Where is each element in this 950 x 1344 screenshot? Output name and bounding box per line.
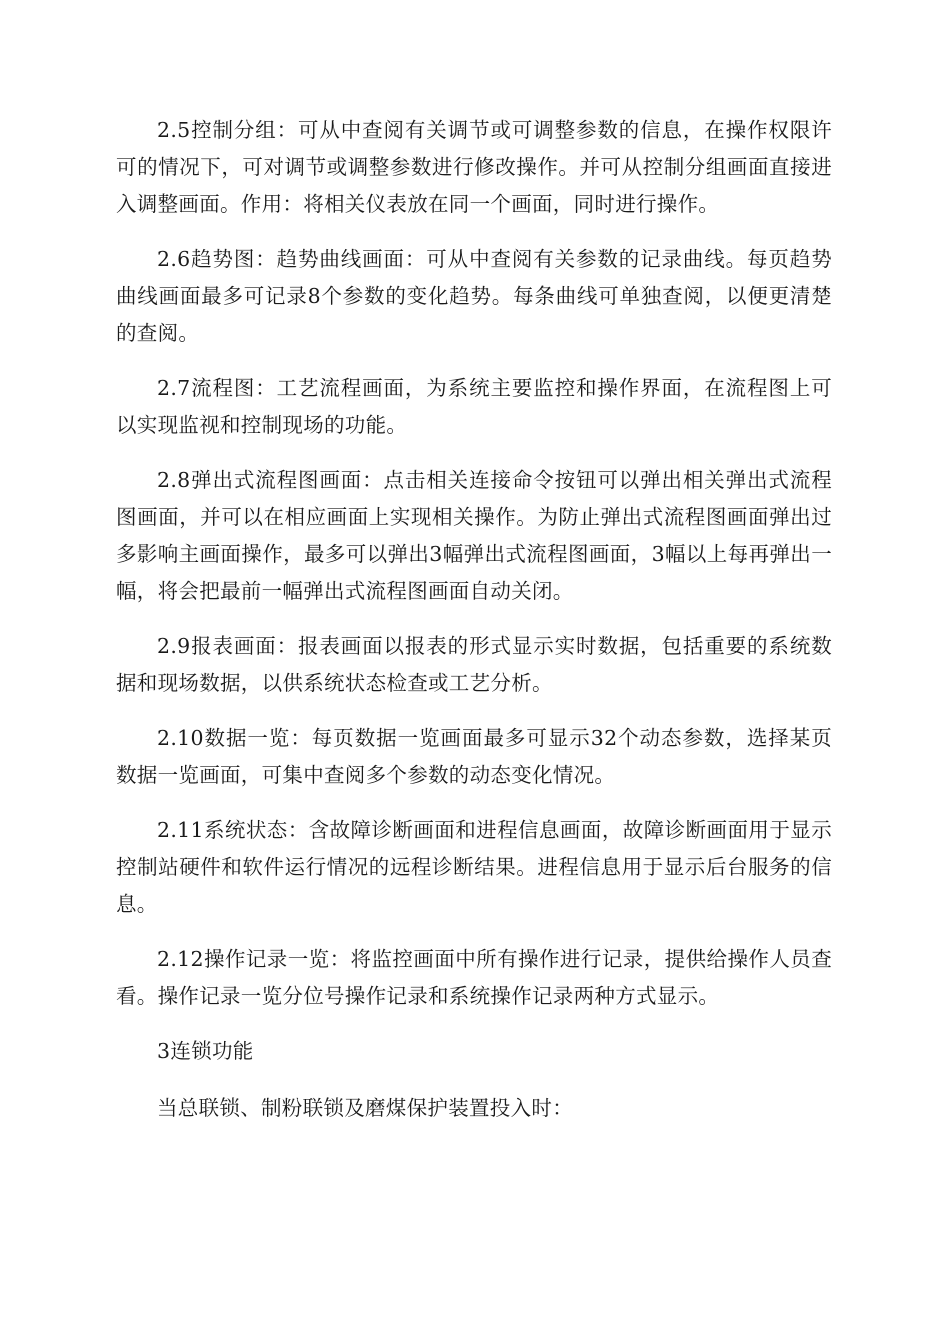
paragraph-2-9-report: 2.9报表画面：报表画面以报表的形式显示实时数据，包括重要的系统数据和现场数据，以供系统状态检查或工艺分析。 <box>116 634 832 695</box>
paragraph-2-11-system-status: 2.11系统状态：含故障诊断画面和进程信息画面，故障诊断画面用于显示控制站硬件和软件运行情况的远程诊断结果。进程信息用于显示后台服务的信息。 <box>116 818 832 916</box>
paragraph-2-6-trend-chart: 2.6趋势图：趋势曲线画面：可从中查阅有关参数的记录曲线。每页趋势曲线画面最多可记录8个参数的变化趋势。每条曲线可单独查阅，以便更清楚的查阅。 <box>116 247 832 345</box>
paragraph-interlock-intro: 当总联锁、制粉联锁及磨煤保护装置投入时： <box>157 1096 573 1120</box>
paragraph-2-8-popup-flow-chart: 2.8弹出式流程图画面：点击相关连接命令按钮可以弹出相关弹出式流程图画面，并可以在相应画面上实现相关操作。为防止弹出式流程图画面弹出过多影响主画面操作，最多可以弹出3幅弹出式流程图画面，3幅以上每再弹出一幅，将会把最前一幅弹出式流程图画面自动关闭。 <box>116 468 832 603</box>
paragraph-2-10-data-overview: 2.10数据一览：每页数据一览画面最多可显示32个动态参数，选择某页数据一览画面，可集中查阅多个参数的动态变化情况。 <box>116 726 832 787</box>
paragraph-2-7-flow-chart: 2.7流程图：工艺流程画面，为系统主要监控和操作界面，在流程图上可以实现监视和控制现场的功能。 <box>116 376 832 437</box>
document-page <box>116 112 832 1145</box>
paragraph-2-5-control-group: 2.5控制分组：可从中查阅有关调节或可调整参数的信息，在操作权限许可的情况下，可对调节或调整参数进行修改操作。并可从控制分组画面直接进入调整画面。作用：将相关仪表放在同一个画面，同时进行操作。 <box>116 118 832 216</box>
section-heading-3-interlock: 3连锁功能 <box>157 1039 254 1063</box>
paragraph-2-12-operation-log: 2.12操作记录一览：将监控画面中所有操作进行记录，提供给操作人员查看。操作记录一览分位号操作记录和系统操作记录两种方式显示。 <box>116 947 832 1008</box>
